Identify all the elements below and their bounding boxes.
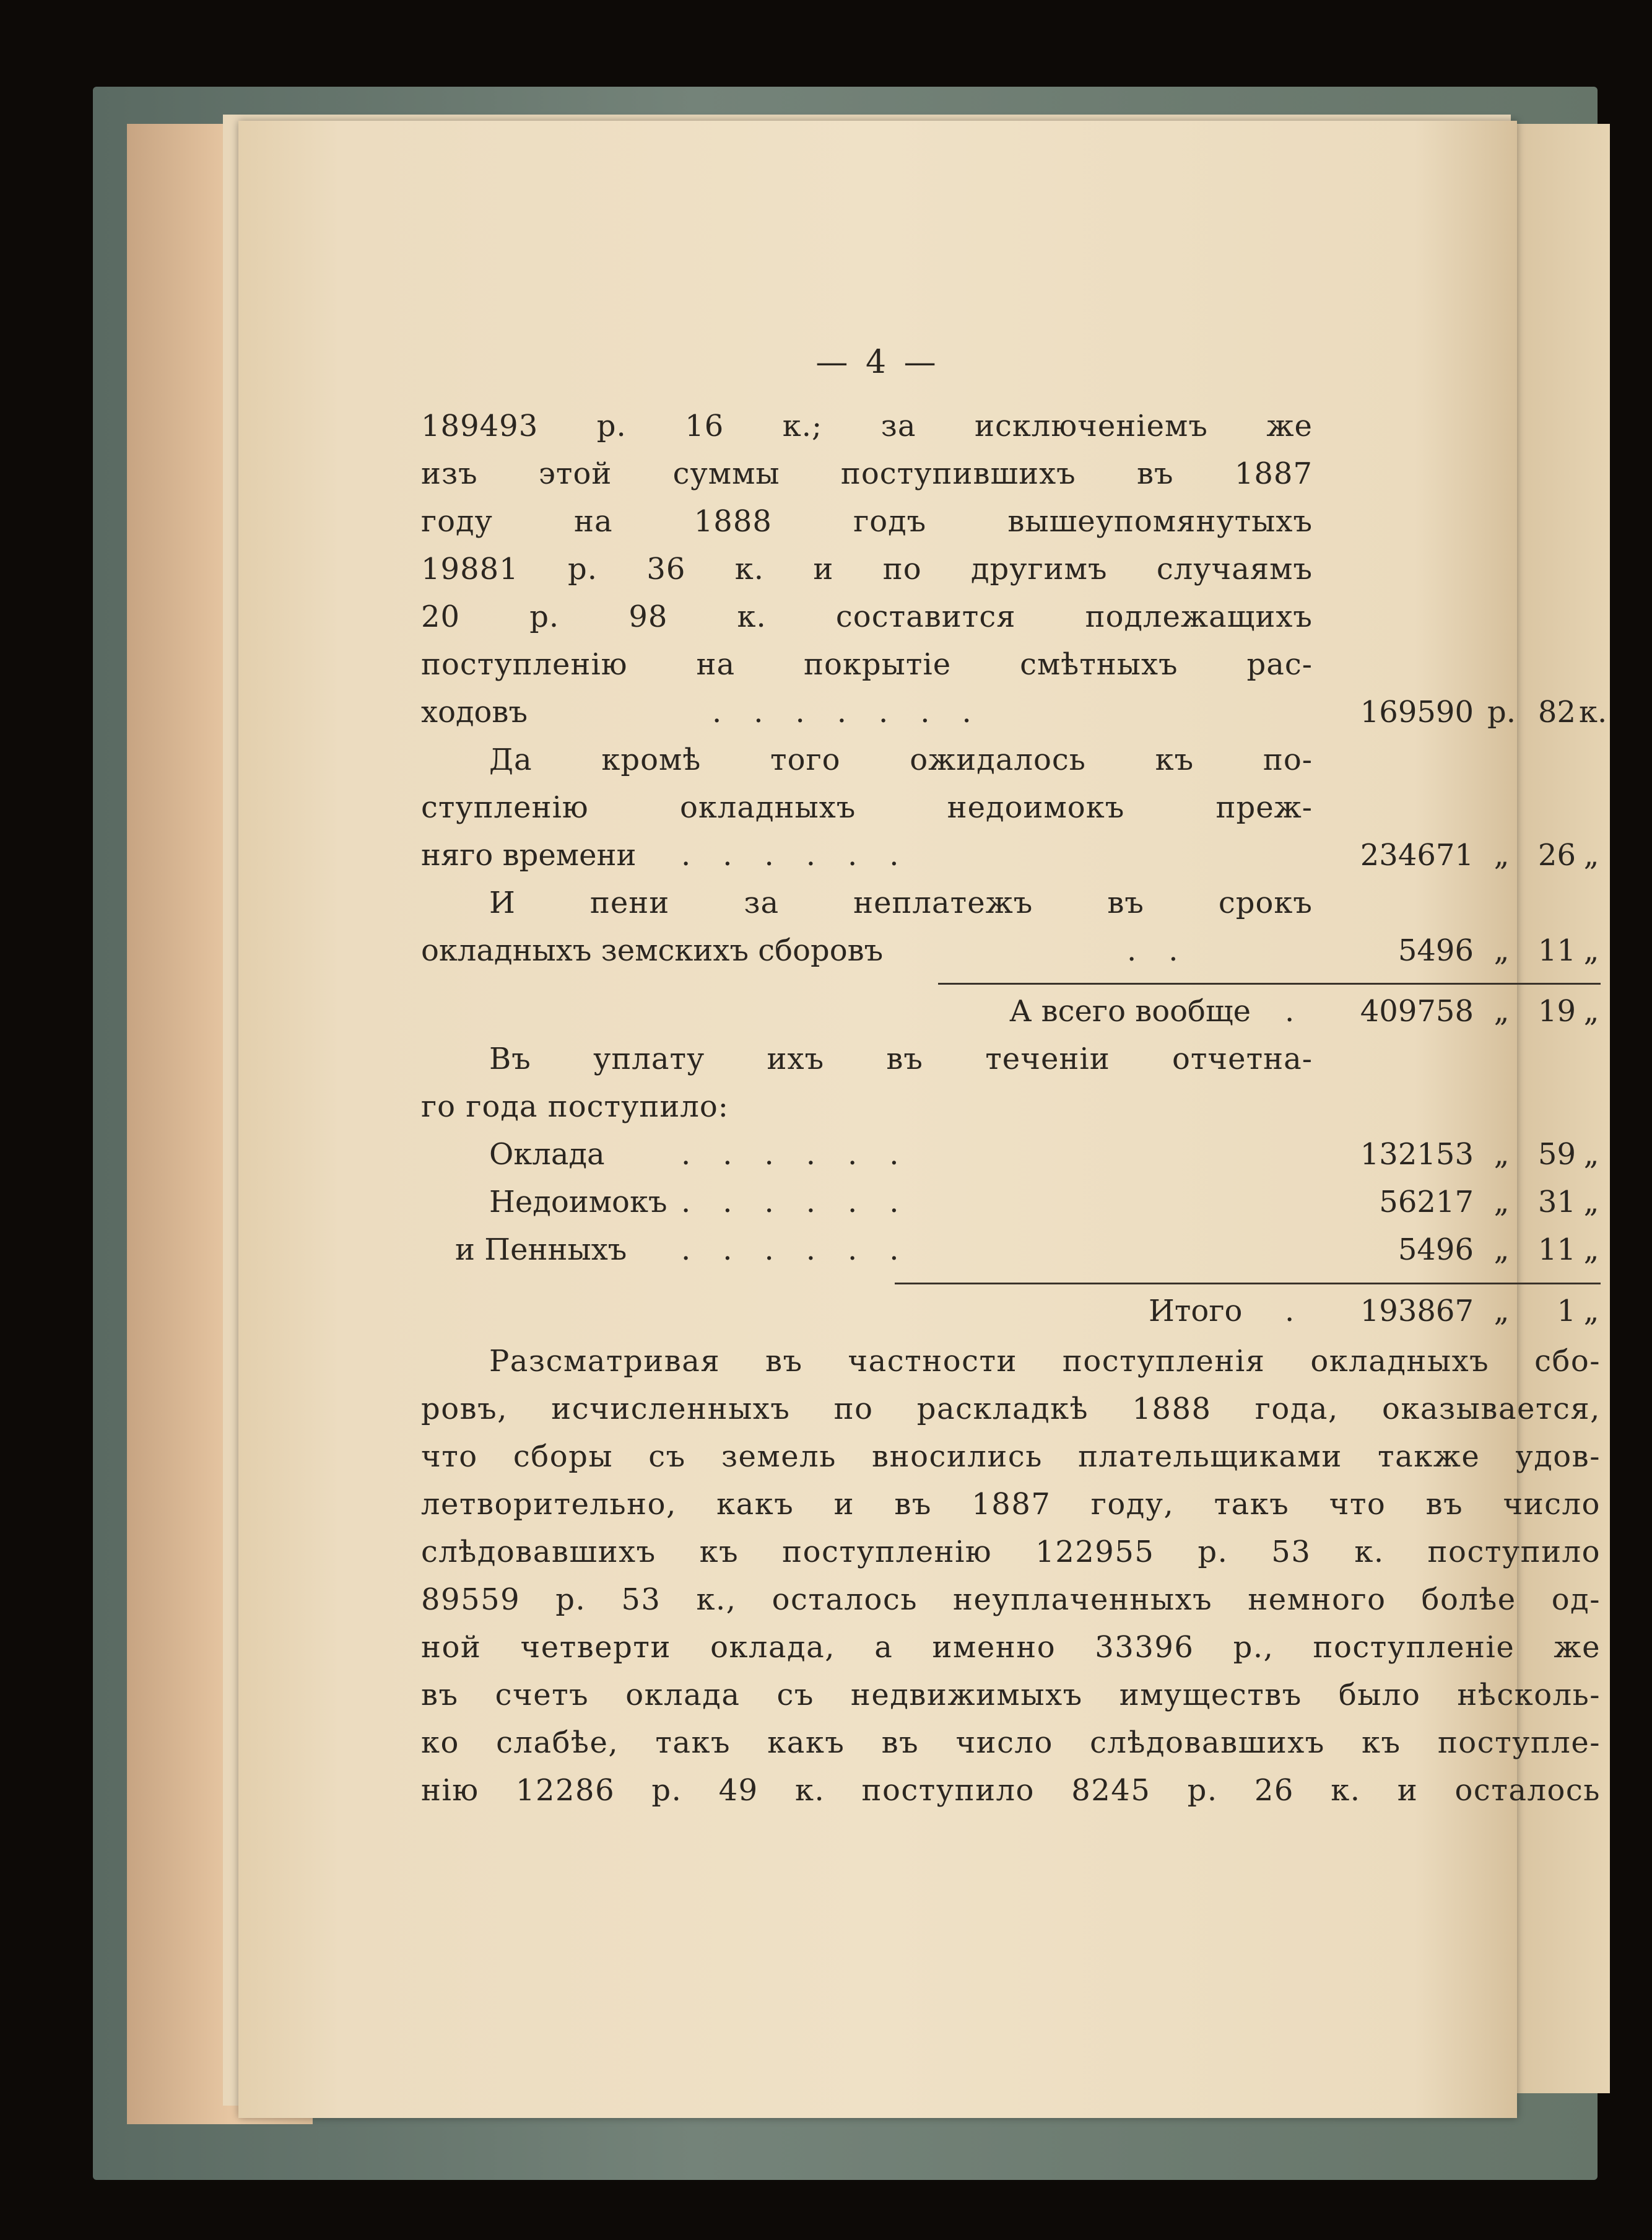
entry-amount: 5496 <box>1398 933 1474 968</box>
text-line <box>421 736 1313 784</box>
word: въ <box>1136 456 1174 491</box>
word: 53 <box>1271 1535 1311 1569</box>
word: сбо- <box>1534 1344 1601 1379</box>
entry-kop: 31 <box>1537 1185 1576 1219</box>
paragraph-nedoimki <box>421 736 1313 832</box>
word: оклада <box>625 1678 741 1712</box>
entry-smetnye <box>421 689 1607 736</box>
word: 20 <box>421 599 461 634</box>
word: ожидалось <box>910 743 1086 777</box>
entry-kop: 26 <box>1537 838 1576 873</box>
word: 1888 <box>1132 1392 1212 1426</box>
entry-rub-unit: „ <box>1493 1232 1510 1267</box>
word: въ <box>421 1678 459 1712</box>
word: окладныхъ <box>679 790 856 825</box>
word: по- <box>1263 743 1313 777</box>
word: годъ <box>853 504 927 539</box>
entry-kop-unit: „ <box>1583 1185 1599 1219</box>
word: поступило <box>861 1773 1035 1808</box>
word: поступило <box>1427 1535 1601 1569</box>
entry-oklada <box>421 1131 1601 1179</box>
word: од- <box>1551 1582 1601 1617</box>
word: к., <box>696 1582 737 1617</box>
entry-label: и Пенныхъ <box>455 1232 627 1267</box>
word: 122955 <box>1035 1535 1155 1569</box>
text-line <box>421 593 1313 641</box>
word: р., <box>1233 1630 1274 1665</box>
leader-dots: ...... <box>681 838 931 873</box>
leader-dots: . <box>1285 1294 1327 1328</box>
word: р. <box>529 599 560 634</box>
text-line <box>421 1767 1601 1815</box>
word: поступившихъ <box>840 456 1076 491</box>
word: 1888 <box>693 504 772 539</box>
word: слѣдовавшихъ <box>421 1535 656 1569</box>
word: осталось <box>1454 1773 1601 1808</box>
entry-nedoimki <box>421 832 1601 879</box>
word: р. <box>651 1773 682 1808</box>
word: ко <box>421 1725 459 1760</box>
word: поступленію <box>421 647 628 682</box>
word: что <box>421 1439 478 1474</box>
word: вышеупомянутыхъ <box>1007 504 1313 539</box>
leader-dots: . <box>1285 994 1327 1029</box>
word: 26 <box>1254 1773 1294 1808</box>
entry-kop: 59 <box>1537 1137 1576 1172</box>
text-line <box>421 1671 1601 1719</box>
paragraph-peni <box>421 879 1313 927</box>
word: оклада, <box>710 1630 836 1665</box>
word: имуществъ <box>1119 1678 1302 1712</box>
text-line <box>421 1083 1313 1131</box>
entry-rub-unit: р. <box>1487 695 1516 730</box>
word: го года поступило: <box>421 1089 729 1124</box>
word: немного <box>1248 1582 1386 1617</box>
word: году <box>421 504 493 539</box>
word: неуплаченныхъ <box>953 1582 1213 1617</box>
word: 8245 <box>1071 1773 1151 1808</box>
word: ступленію <box>421 790 589 825</box>
entry-rub-unit: „ <box>1493 838 1510 873</box>
word: 12286 <box>515 1773 615 1808</box>
word: по <box>833 1392 874 1426</box>
word: теченіи <box>985 1042 1110 1076</box>
leader-dots: ...... <box>681 1137 931 1172</box>
word: 16 <box>685 409 724 443</box>
word: года, <box>1254 1392 1339 1426</box>
word: что <box>1329 1487 1386 1522</box>
word: въ <box>765 1344 803 1379</box>
text-line <box>421 498 1313 546</box>
word: число <box>1503 1487 1601 1522</box>
word: за <box>880 409 916 443</box>
word: исчисленныхъ <box>551 1392 791 1426</box>
word: 49 <box>718 1773 759 1808</box>
text-line <box>421 546 1313 593</box>
word: к. <box>734 552 765 586</box>
text-line <box>421 1338 1601 1385</box>
leader-dots: ...... <box>681 1232 931 1267</box>
word: и <box>833 1487 855 1522</box>
word: 19881 <box>421 552 519 586</box>
word: неплатежъ <box>853 886 1033 920</box>
word: недвижимыхъ <box>850 1678 1083 1712</box>
word: пени <box>589 886 670 920</box>
word: и <box>813 552 834 586</box>
word: сборы <box>513 1439 614 1474</box>
entry-kop: 82 <box>1537 695 1576 730</box>
word: поступленіе <box>1313 1630 1515 1665</box>
word: случаямъ <box>1156 552 1313 586</box>
word: же <box>1554 1630 1601 1665</box>
entry-label: няго времени <box>421 838 637 873</box>
word: поступле- <box>1437 1725 1601 1760</box>
word: ной <box>421 1630 482 1665</box>
entry-kop-unit: „ <box>1583 933 1599 968</box>
word: покрытіе <box>804 647 952 682</box>
entry-amount: 409758 <box>1360 994 1474 1029</box>
word: слабѣе, <box>496 1725 619 1760</box>
paragraph-uplata <box>421 1035 1313 1131</box>
word: Разсматривая <box>489 1344 721 1379</box>
entry-kop-unit: „ <box>1583 994 1599 1029</box>
entry-rub-unit: „ <box>1493 1294 1510 1328</box>
word: на <box>574 504 613 539</box>
paragraph-intro <box>421 403 1313 689</box>
text-line <box>421 1433 1601 1481</box>
word: р. <box>555 1582 586 1617</box>
word: исключеніемъ <box>974 409 1208 443</box>
word: оказывается, <box>1382 1392 1601 1426</box>
word: составится <box>835 599 1016 634</box>
text-line <box>421 1035 1313 1083</box>
word: Да <box>489 743 533 777</box>
word: частности <box>848 1344 1018 1379</box>
entry-rub-unit: „ <box>1493 1137 1510 1172</box>
word: въ <box>1107 886 1144 920</box>
word: И <box>489 886 516 920</box>
word: на <box>696 647 736 682</box>
word: 89559 <box>421 1582 521 1617</box>
word: а <box>874 1630 893 1665</box>
word: нію <box>421 1773 479 1808</box>
entry-rub-unit: „ <box>1493 933 1510 968</box>
text-line <box>421 450 1313 498</box>
entry-itogo <box>421 1288 1601 1335</box>
word: 98 <box>628 599 668 634</box>
word: ихъ <box>767 1042 825 1076</box>
page-number: — 4 — <box>815 344 940 381</box>
word: 1887 <box>1234 456 1313 491</box>
word: 1887 <box>972 1487 1051 1522</box>
word: к. <box>737 599 767 634</box>
word: 53 <box>621 1582 661 1617</box>
word: преж- <box>1215 790 1313 825</box>
word: того <box>770 743 841 777</box>
paragraph-analysis <box>421 1338 1601 1815</box>
text-line <box>421 1385 1601 1433</box>
word: Въ <box>489 1042 531 1076</box>
word: поступленія <box>1062 1344 1266 1379</box>
entry-amount: 5496 <box>1398 1232 1474 1267</box>
word: осталось <box>772 1582 918 1617</box>
entry-label: Оклада <box>489 1137 605 1172</box>
word: въ <box>894 1487 932 1522</box>
word: по <box>882 552 922 586</box>
word: къ <box>1155 743 1194 777</box>
word: болѣе <box>1421 1582 1516 1617</box>
word: нѣсколь- <box>1457 1678 1601 1712</box>
word: 189493 <box>421 409 539 443</box>
entry-label: Недоимокъ <box>489 1185 667 1219</box>
word: 36 <box>646 552 686 586</box>
entry-kop: 11 <box>1537 1232 1576 1267</box>
word: удов- <box>1515 1439 1601 1474</box>
entry-amount: 132153 <box>1360 1137 1474 1172</box>
word: какъ <box>767 1725 845 1760</box>
text-line <box>421 784 1313 832</box>
word: именно <box>932 1630 1056 1665</box>
word: за <box>744 886 780 920</box>
word: въ <box>886 1042 923 1076</box>
word: смѣтныхъ <box>1020 647 1178 682</box>
word: 33396 <box>1095 1630 1194 1665</box>
word: къ <box>699 1535 739 1569</box>
sum-rule <box>895 1283 1601 1284</box>
text-line <box>421 1576 1601 1624</box>
entry-kop: 11 <box>1537 933 1576 968</box>
word: р. <box>568 552 598 586</box>
entry-amount: 169590 <box>1360 695 1474 730</box>
word: окладныхъ <box>1310 1344 1490 1379</box>
book-page <box>238 121 1607 2118</box>
word: поступленію <box>782 1535 993 1569</box>
word: къ <box>1362 1725 1401 1760</box>
word: р. <box>1198 1535 1228 1569</box>
word: и <box>1397 1773 1419 1808</box>
entry-peni <box>421 927 1601 975</box>
word: вносились <box>872 1439 1043 1474</box>
entry-kop-unit: „ <box>1583 1137 1599 1172</box>
word: слѣдовавшихъ <box>1090 1725 1325 1760</box>
entry-amount: 56217 <box>1379 1185 1474 1219</box>
word: подлежащихъ <box>1085 599 1313 634</box>
word: съ <box>776 1678 814 1712</box>
word: изъ <box>421 456 478 491</box>
word: было <box>1338 1678 1421 1712</box>
word: въ <box>1425 1487 1464 1522</box>
leader-dots: ....... <box>712 695 1004 730</box>
word: недоимокъ <box>947 790 1125 825</box>
word: году, <box>1090 1487 1175 1522</box>
word: рас- <box>1246 647 1313 682</box>
word: отчетна- <box>1172 1042 1313 1076</box>
sum-rule <box>938 983 1601 985</box>
word: какъ <box>716 1487 794 1522</box>
entry-vsego <box>421 988 1601 1035</box>
leader-dots: .. <box>1127 933 1211 968</box>
word: земель <box>721 1439 837 1474</box>
word: счетъ <box>495 1678 589 1712</box>
word: к.; <box>782 409 823 443</box>
text-line <box>421 1481 1601 1528</box>
word: также <box>1378 1439 1480 1474</box>
word: такъ <box>1214 1487 1290 1522</box>
text-line <box>421 1624 1601 1671</box>
entry-amount: 193867 <box>1360 1294 1474 1328</box>
word: к. <box>1354 1535 1385 1569</box>
entry-label: А всего вообще <box>1009 994 1251 1029</box>
word: р. <box>596 409 627 443</box>
entry-nedoimok <box>421 1179 1601 1226</box>
word: съ <box>648 1439 686 1474</box>
text-line <box>421 879 1313 927</box>
word: срокъ <box>1218 886 1313 920</box>
leader-dots: ...... <box>681 1185 931 1219</box>
entry-label: окладныхъ земскихъ сборовъ <box>421 933 884 968</box>
word: же <box>1266 409 1313 443</box>
word: кромѣ <box>601 743 702 777</box>
text-line <box>421 1719 1601 1767</box>
entry-rub-unit: „ <box>1493 994 1510 1029</box>
word: число <box>955 1725 1053 1760</box>
entry-label: ходовъ <box>421 695 528 730</box>
entry-kop: 1 <box>1557 1294 1576 1328</box>
text-line <box>421 641 1313 689</box>
entry-label: Итого <box>1149 1294 1243 1328</box>
word: суммы <box>672 456 780 491</box>
word: ровъ, <box>421 1392 508 1426</box>
entry-amount: 234671 <box>1360 838 1474 873</box>
word: плательщиками <box>1078 1439 1342 1474</box>
word: такъ <box>655 1725 731 1760</box>
word: четверти <box>520 1630 671 1665</box>
word: к. <box>1331 1773 1361 1808</box>
word: въ <box>881 1725 919 1760</box>
entry-kop-unit: „ <box>1583 1294 1599 1328</box>
word: р. <box>1187 1773 1218 1808</box>
entry-pennykh <box>421 1226 1601 1274</box>
entry-rub-unit: „ <box>1493 1185 1510 1219</box>
entry-kop: 19 <box>1537 994 1576 1029</box>
text-line <box>421 1528 1601 1576</box>
entry-kop-unit: к. <box>1579 695 1607 730</box>
word: этой <box>539 456 612 491</box>
word: раскладкѣ <box>916 1392 1089 1426</box>
word: летворительно, <box>421 1487 677 1522</box>
entry-kop-unit: „ <box>1583 838 1599 873</box>
text-line <box>421 403 1313 450</box>
entry-kop-unit: „ <box>1583 1232 1599 1267</box>
word: уплату <box>593 1042 705 1076</box>
word: к. <box>794 1773 825 1808</box>
word: другимъ <box>970 552 1108 586</box>
